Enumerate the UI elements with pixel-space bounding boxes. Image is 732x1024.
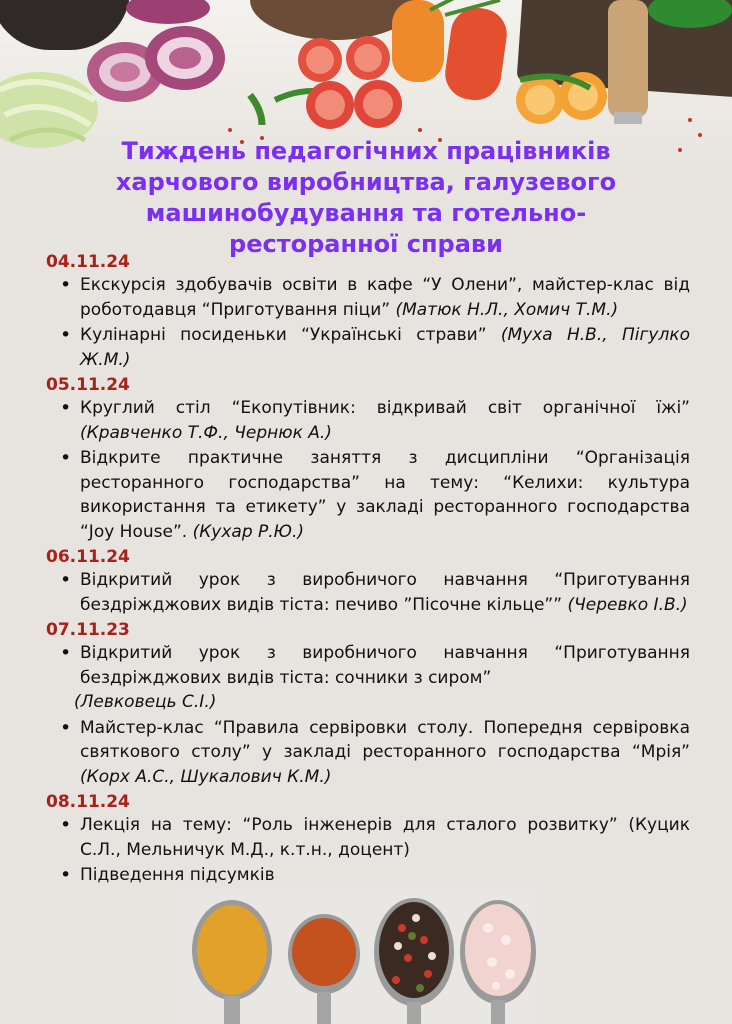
- event-item: [46, 716, 690, 790]
- event-text: Підведення підсумків: [80, 865, 275, 885]
- event-item: [46, 273, 690, 322]
- event-text: Відкритий урок з виробничого навчання “Приготування бездріжджових видів тіста: печиво ”Пісочне кільце””: [80, 570, 690, 615]
- schedule: [46, 250, 690, 889]
- event-item: [46, 568, 690, 617]
- event-item: [46, 813, 690, 862]
- event-organizers: (Корх А.С., Шукалович К.М.): [80, 766, 332, 787]
- event-text: Круглий стіл “Екопутівник: відкривай світ органічної їжі”: [80, 398, 690, 418]
- event-organizers: (Черевко І.В.): [567, 594, 688, 615]
- event-text: Кулінарні посиденьки “Українські страви”: [80, 325, 501, 345]
- tomato-slice-icon: [298, 36, 402, 129]
- date-heading: 08.11.24: [46, 792, 130, 812]
- spices-footer-image: [176, 888, 536, 1024]
- date-heading: 04.11.24: [46, 252, 130, 272]
- date-heading: 05.11.24: [46, 375, 130, 395]
- event-item: [46, 641, 690, 715]
- date-heading: 06.11.24: [46, 547, 130, 567]
- event-item: [46, 323, 690, 372]
- event-text: Екскурсія здобувачів освіти в кафе “У Олени”, майстер-клас від роботодавця “Приготування піци”: [80, 275, 690, 320]
- title-line: ресторанної справи: [229, 230, 503, 258]
- event-organizers: (Кравченко Т.Ф., Чернюк А.): [80, 422, 332, 443]
- event-item: [46, 396, 690, 445]
- event-organizers: (Левковець С.І.): [74, 692, 217, 712]
- title-line: харчового виробництва, галузевого: [115, 168, 617, 196]
- event-organizers: (Муха Н.В., Пігулко Ж.М.): [80, 325, 690, 370]
- title-line: машинобудування та готельно-: [145, 199, 587, 227]
- event-text: Майстер-клас “Правила сервіровки столу. Попередня сервіровка святкового столу” у закладі ресторанного господарства “Мрія”: [80, 717, 690, 762]
- page-title: [40, 136, 692, 260]
- date-heading: 07.11.23: [46, 620, 130, 640]
- event-text: Відкритий урок з виробничого навчання “Приготування бездріжджових видів тіста: сочники з сиром”: [80, 643, 690, 688]
- event-item: [46, 446, 690, 544]
- orange-slice-icon: [516, 72, 607, 124]
- title-line: Тиждень педагогічних працівників: [121, 137, 611, 165]
- event-text: Відкрите практичне заняття з дисципліни “Організація ресторанного господарства” на тему: “Келихи: культура використання та етикету” у закладі ресторанного господарства “Joy House”.: [80, 448, 690, 542]
- event-organizers: (Кухар Р.Ю.): [192, 521, 305, 542]
- event-item: [46, 863, 690, 888]
- knife-icon: [608, 0, 648, 124]
- carrot-icon: [392, 0, 510, 103]
- green-pepper-icon: [648, 0, 732, 28]
- event-text: Лекція на тему: “Роль інженерів для сталого розвитку” (Куцик С.Л., Мельничук М.Д., к.т.н., доцент): [80, 815, 690, 860]
- onion-icon: [87, 0, 225, 102]
- pepper-icon: [250, 95, 262, 125]
- event-organizers: (Матюк Н.Л., Хомич Т.М.): [395, 299, 619, 320]
